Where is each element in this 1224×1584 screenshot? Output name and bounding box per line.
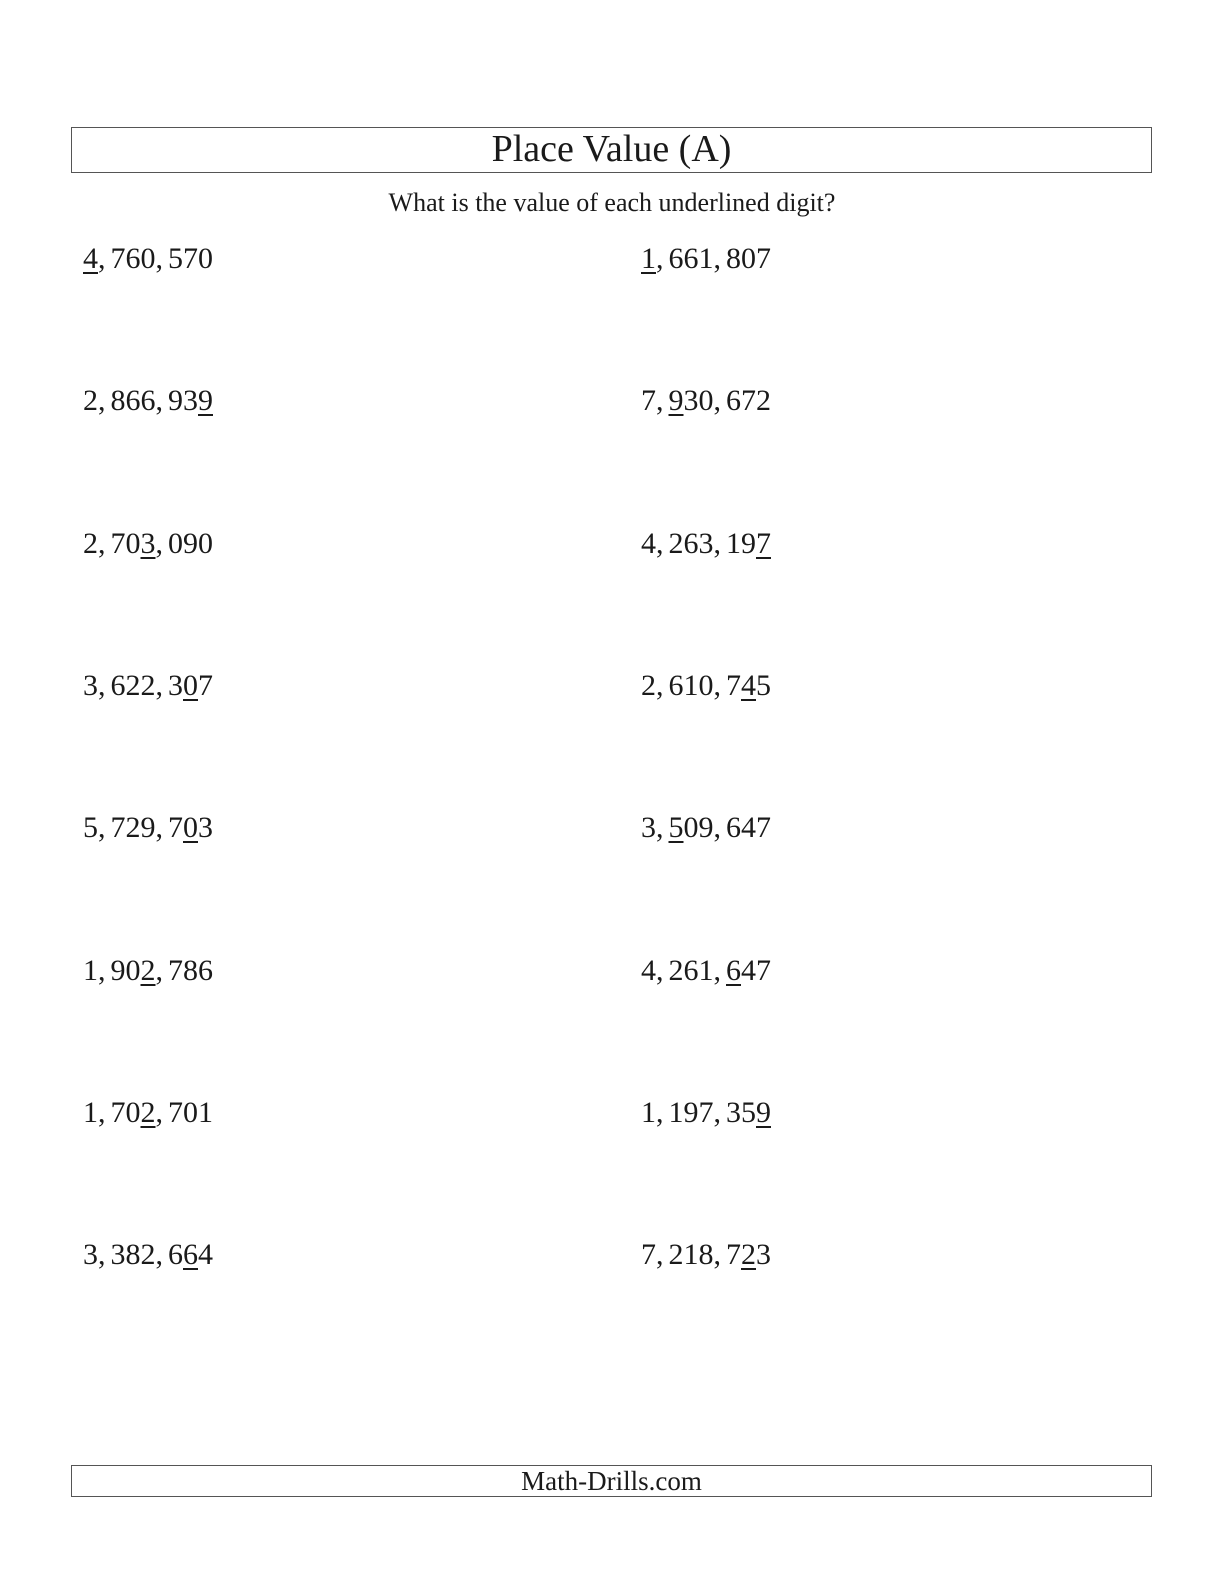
underlined-digit: 2 <box>140 1095 156 1129</box>
problem-15: 3, 382, 664 <box>83 1238 213 1272</box>
problem-11: 1, 902, 786 <box>83 953 213 987</box>
problem-16: 7, 218, 723 <box>641 1238 771 1272</box>
problem-3: 2, 866, 939 <box>83 384 213 418</box>
footer-box <box>71 1465 1152 1497</box>
problem-2: 1, 661, 807 <box>641 242 771 275</box>
underlined-digit: 3 <box>140 526 156 560</box>
underlined-digit: 4 <box>741 668 756 702</box>
problem-14: 1, 197, 359 <box>641 1095 771 1129</box>
problem-4: 7, 930, 672 <box>641 384 771 418</box>
underlined-digit: 5 <box>668 811 684 845</box>
underlined-digit: 9 <box>198 384 213 418</box>
underlined-digit: 9 <box>668 384 684 418</box>
problem-5: 2, 703, 090 <box>83 526 213 560</box>
problem-13: 1, 702, 701 <box>83 1095 213 1129</box>
problem-8: 2, 610, 745 <box>641 668 771 702</box>
instructions: What is the value of each underlined digit? <box>388 188 836 217</box>
problem-9: 5, 729, 703 <box>83 811 213 845</box>
underlined-digit: 2 <box>741 1238 756 1272</box>
problem-10: 3, 509, 647 <box>641 811 771 845</box>
problem-12: 4, 261, 647 <box>641 953 771 987</box>
underlined-digit: 6 <box>726 953 741 987</box>
underlined-digit: 9 <box>756 1095 771 1129</box>
underlined-digit: 0 <box>183 668 198 702</box>
problem-1: 4, 760, 570 <box>83 242 213 275</box>
problem-6: 4, 263, 197 <box>641 526 771 560</box>
underlined-digit: 2 <box>140 953 156 987</box>
underlined-digit: 7 <box>756 526 771 560</box>
worksheet-title: Place Value (A) <box>491 128 732 170</box>
underlined-digit: 6 <box>183 1238 198 1272</box>
underlined-digit: 4 <box>83 242 98 275</box>
underlined-digit: 0 <box>183 811 198 845</box>
underlined-digit: 1 <box>641 242 656 275</box>
problem-7: 3, 622, 307 <box>83 668 213 702</box>
footer-text: Math-Drills.com <box>521 1465 702 1496</box>
